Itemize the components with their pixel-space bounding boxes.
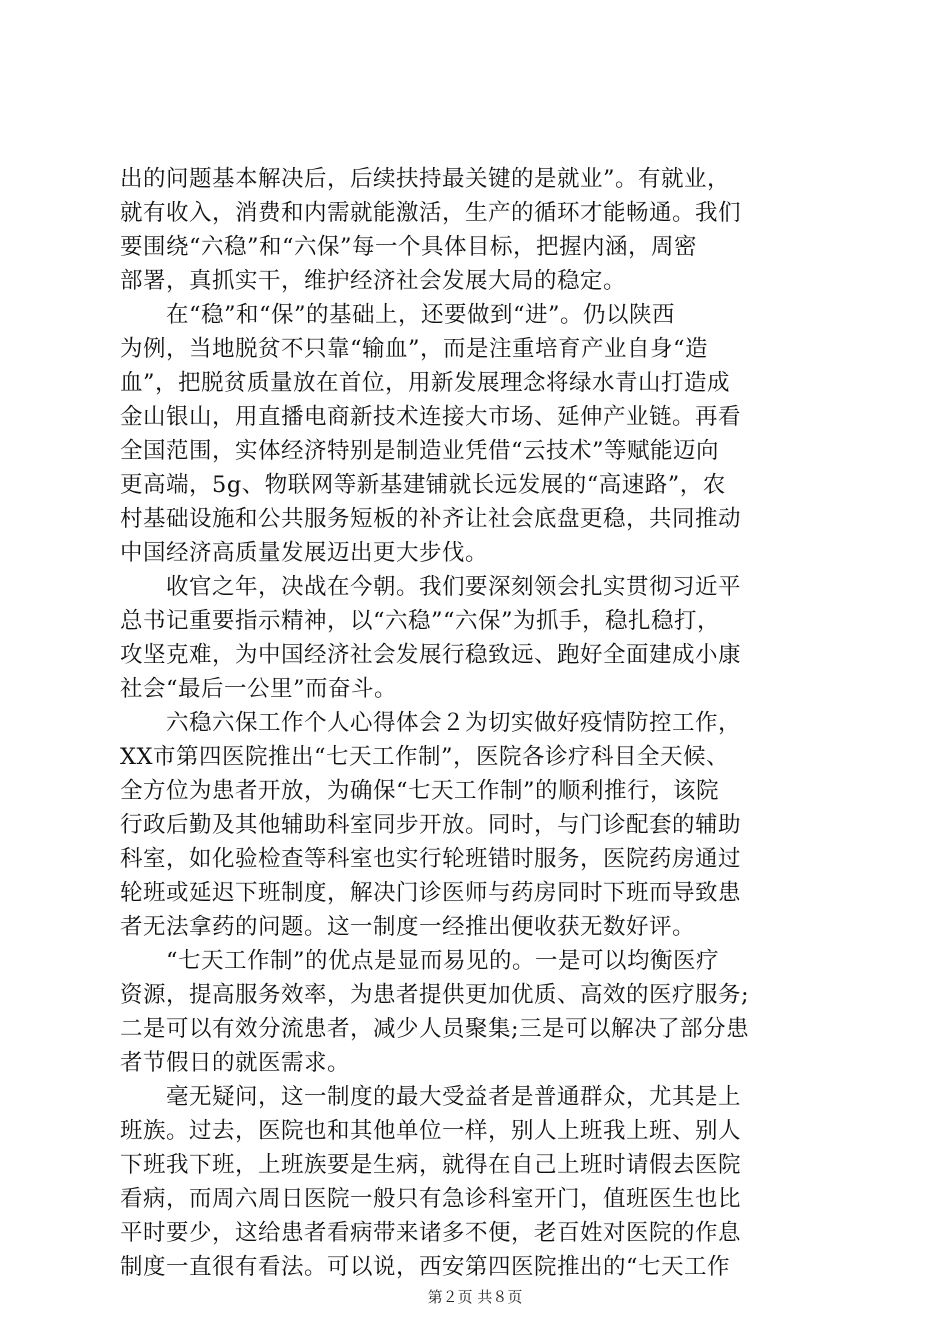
- text-line: 看病，而周六周日医院一般只有急诊科室开门，值班医生也比: [120, 1186, 742, 1212]
- text-line: 毫无疑问，这一制度的最大受益者是普通群众，尤其是上: [120, 1084, 742, 1110]
- text-line: 社会“最后一公里”而奋斗。: [120, 676, 398, 702]
- text-line: 轮班或延迟下班制度，解决门诊医师与药房同时下班而导致患: [120, 880, 742, 906]
- text-line: 更高端，5g、物联网等新基建铺就长远发展的“高速路”，农: [120, 472, 726, 498]
- text-line: 班族。过去，医院也和其他单位一样，别人上班我上班、别人: [120, 1118, 742, 1144]
- text-line: XX市第四医院推出“七天工作制”，医院各诊疗科目全天候、: [120, 744, 730, 770]
- text-line: 在“稳”和“保”的基础上，还要做到“进”。仍以陕西: [120, 302, 676, 328]
- page-number-footer: 第２页 共８页: [427, 1288, 523, 1306]
- text-line: 全国范围，实体经济特别是制造业凭借“云技术”等赋能迈向: [120, 438, 720, 464]
- text-line: 者无法拿药的问题。这一制度一经推出便收获无数好评。: [120, 914, 696, 940]
- text-line: 部署，真抓实干，维护经济社会发展大局的稳定。: [120, 268, 627, 294]
- text-line: 村基础设施和公共服务短板的补齐让社会底盘更稳，共同推动: [120, 506, 742, 532]
- text-line: 为例，当地脱贫不只靠“输血”，而是注重培育产业自身“造: [120, 336, 709, 362]
- text-line: 出的问题基本解决后，后续扶持最关键的是就业”。有就业，: [120, 166, 731, 192]
- text-line: 行政后勤及其他辅助科室同步开放。同时，与门诊配套的辅助: [120, 812, 742, 838]
- text-line: 收官之年，决战在今朝。我们要深刻领会扎实贯彻习近平: [120, 574, 742, 600]
- text-line: 制度一直很有看法。可以说，西安第四医院推出的“七天工作: [120, 1254, 731, 1280]
- text-line: 者节假日的就医需求。: [120, 1050, 351, 1076]
- text-line: 中国经济高质量发展迈出更大步伐。: [120, 540, 489, 566]
- text-line: “七天工作制”的优点是显而易见的。一是可以均衡医疗: [120, 948, 720, 974]
- text-line: 六稳六保工作个人心得体会２为切实做好疫情防控工作，: [120, 710, 742, 736]
- text-line: 就有收入，消费和内需就能激活，生产的循环才能畅通。我们: [120, 200, 742, 226]
- text-line: 全方位为患者开放，为确保“七天工作制”的顺利推行，该院: [120, 778, 720, 804]
- text-line: 平时要少，这给患者看病带来诸多不便，老百姓对医院的作息: [120, 1220, 742, 1246]
- text-line: 要围绕“六稳”和“六保”每一个具体目标，把握内涵，周密: [120, 234, 698, 260]
- text-line: 下班我下班，上班族要是生病，就得在自己上班时请假去医院: [120, 1152, 742, 1178]
- text-line: 二是可以有效分流患者，减少人员聚集;三是可以解决了部分患: [120, 1016, 750, 1042]
- text-line: 血”，把脱贫质量放在首位，用新发展理念将绿水青山打造成: [120, 370, 731, 396]
- text-line: 总书记重要指示精神，以“六稳”“六保”为抓手，稳扎稳打，: [120, 608, 721, 634]
- text-line: 金山银山，用直播电商新技术连接大市场、延伸产业链。再看: [120, 404, 742, 430]
- text-line: 资源，提高服务效率，为患者提供更加优质、高效的医疗服务;: [120, 982, 750, 1008]
- text-line: 攻坚克难，为中国经济社会发展行稳致远、跑好全面建成小康: [120, 642, 742, 668]
- text-line: 科室，如化验检查等科室也实行轮班错时服务，医院药房通过: [120, 846, 742, 872]
- document-body: [120, 162, 840, 1284]
